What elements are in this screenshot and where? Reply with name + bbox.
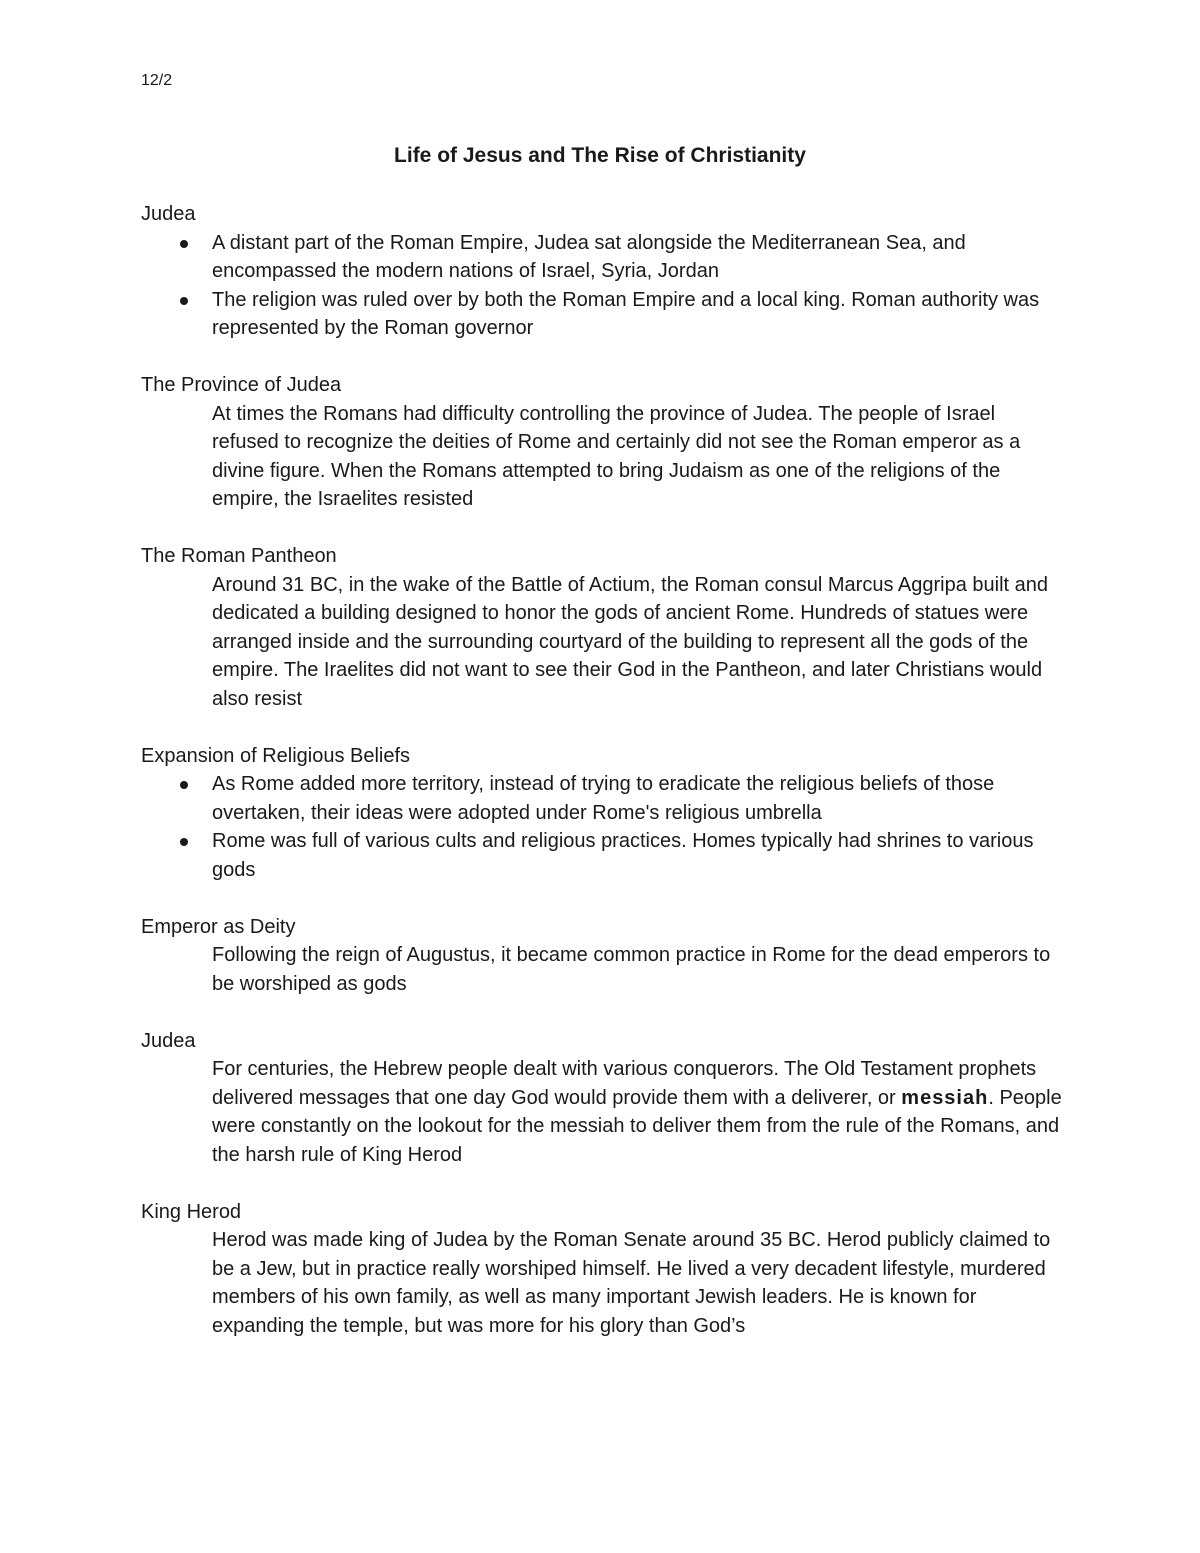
bullet-item bbox=[212, 229, 1062, 286]
section-paragraph: At times the Romans had difficulty controlling the province of Judea. The people of Israel refused to recognize the deities of Rome and certainly did not see the Roman emperor as a divine figure. When the Romans attempted to bring Judaism as one of the religions of the empire, the Israelites resisted bbox=[212, 402, 1021, 510]
section-heading: Expansion of Religious Beliefs bbox=[141, 744, 411, 767]
bullet-item bbox=[212, 286, 1062, 343]
section-roman-pantheon bbox=[141, 542, 1071, 713]
bullet-text: A distant part of the Roman Empire, Judea sat alongside the Mediterranean Sea, and encompassed the modern nations of Israel, Syria, Jordan bbox=[212, 231, 966, 282]
bullet-icon bbox=[180, 297, 188, 305]
bullet-text: The religion was ruled over by both the Roman Empire and a local king. Roman authority was represented by the Roman governor bbox=[212, 288, 1040, 339]
section-heading: Emperor as Deity bbox=[141, 915, 296, 938]
date-label: 12/2 bbox=[141, 72, 173, 89]
document-body bbox=[141, 200, 1071, 1369]
paragraph-text: For centuries, the Hebrew people dealt with various conquerors. The Old Testament prophets delivered messages that one day God would provide them with a deliverer, or bbox=[212, 1058, 1037, 1109]
section-paragraph bbox=[212, 1055, 1062, 1169]
section-king-herod bbox=[141, 1198, 1071, 1341]
section-heading: Judea bbox=[141, 203, 196, 225]
bullet-list bbox=[141, 770, 1071, 884]
section-heading: The Province of Judea bbox=[141, 374, 342, 396]
section-emperor-as-deity bbox=[141, 913, 1071, 999]
section-judea-messiah bbox=[141, 1027, 1071, 1170]
bullet-text: As Rome added more territory, instead of trying to eradicate the religious beliefs of those overtaken, their ideas were adopted under Rome's religious umbrella bbox=[212, 773, 995, 824]
section-expansion-of-religious-beliefs bbox=[141, 742, 1071, 885]
section-judea bbox=[141, 200, 1071, 343]
section-paragraph: Herod was made king of Judea by the Roman Senate around 35 BC. Herod publicly claimed to be a Jew, but in practice really worshiped himself. He lived a very decadent lifestyle, murdered members of his own family, as well as many important Jewish leaders. He is known for expanding the temple, but was more for his glory than God’s bbox=[212, 1229, 1051, 1337]
bullet-text: Rome was full of various cults and religious practices. Homes typically had shrines to various gods bbox=[212, 830, 1034, 881]
bullet-icon bbox=[180, 781, 188, 789]
section-paragraph: Around 31 BC, in the wake of the Battle of Actium, the Roman consul Marcus Aggripa built and dedicated a building designed to honor the gods of ancient Rome. Hundreds of statues were arranged inside and the surrounding courtyard of the building to represent all the gods of the empire. The Iraelites did not want to see their God in the Pantheon, and later Christians would also resist bbox=[212, 573, 1049, 710]
section-heading: The Roman Pantheon bbox=[141, 545, 337, 567]
bullet-item bbox=[212, 770, 1062, 827]
section-province-of-judea bbox=[141, 371, 1071, 514]
bold-term: messiah bbox=[901, 1086, 989, 1109]
bullet-icon bbox=[180, 240, 188, 248]
document-title: Life of Jesus and The Rise of Christianity bbox=[394, 144, 806, 167]
section-paragraph: Following the reign of Augustus, it became common practice in Rome for the dead emperors to be worshiped as gods bbox=[212, 944, 1051, 995]
paragraph-text: . People were constantly on the lookout for the messiah to deliver them from the rule of the Romans, and the harsh rule of King Herod bbox=[212, 1086, 1062, 1166]
bullet-item bbox=[212, 827, 1062, 884]
bullet-icon bbox=[180, 838, 188, 846]
section-heading: Judea bbox=[141, 1029, 196, 1052]
bullet-list bbox=[141, 229, 1071, 343]
section-heading: King Herod bbox=[141, 1200, 242, 1223]
